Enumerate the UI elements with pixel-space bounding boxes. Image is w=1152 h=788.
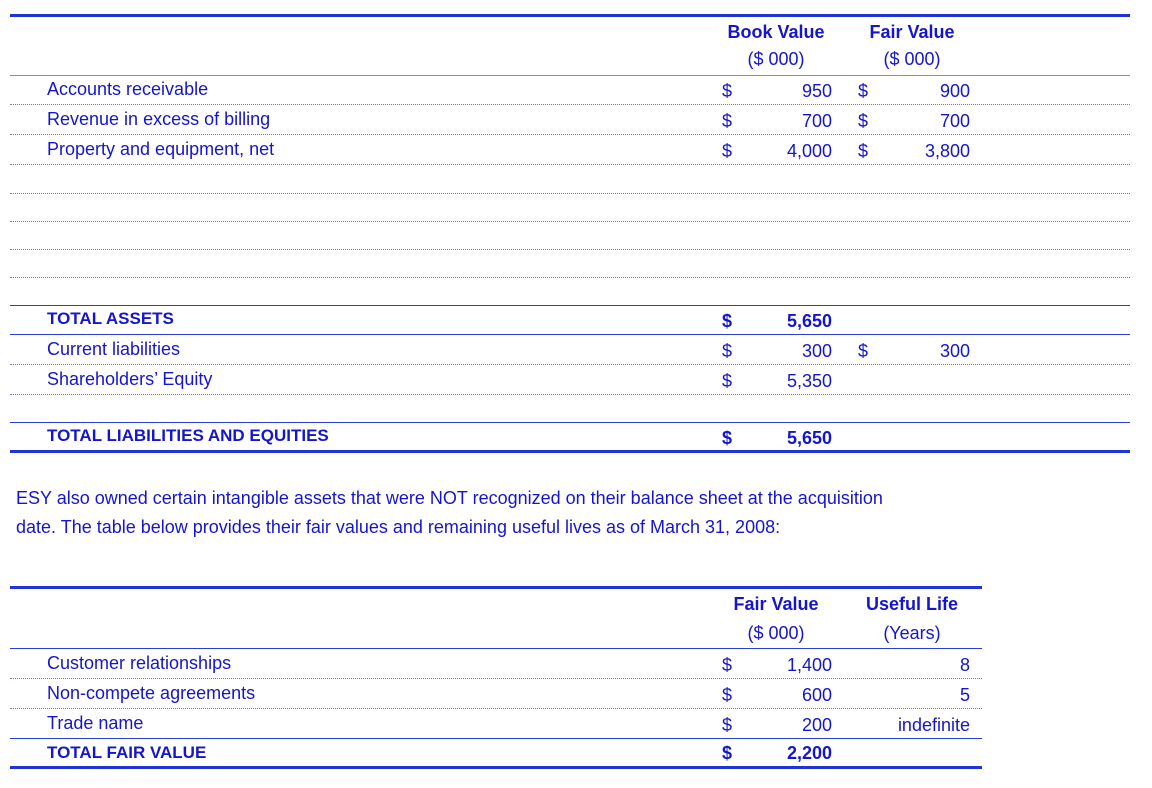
book-currency: $ xyxy=(722,81,733,101)
currency: $ xyxy=(722,655,733,675)
fair-value: 300 xyxy=(939,341,970,361)
total-assets-label: TOTAL ASSETS xyxy=(47,309,174,328)
row-label: Property and equipment, net xyxy=(47,139,275,159)
currency: $ xyxy=(722,685,733,705)
row-label: Accounts receivable xyxy=(47,79,209,99)
total-assets-value: 5,650 xyxy=(786,311,832,331)
header-life-unit: (Years) xyxy=(883,623,941,643)
useful-life: 5 xyxy=(959,685,970,705)
empty-row-divider xyxy=(10,193,1130,194)
currency: $ xyxy=(722,743,733,763)
fair-value: 200 xyxy=(801,715,832,735)
fair-currency: $ xyxy=(858,141,869,161)
total-fair-value: 2,200 xyxy=(786,743,832,763)
header-fair-unit: ($ 000) xyxy=(747,623,805,643)
row-divider xyxy=(10,678,982,679)
empty-row-divider xyxy=(10,277,1130,278)
header-book-value: Book Value xyxy=(727,22,825,42)
row-label: Shareholders’ Equity xyxy=(47,369,213,389)
header-divider xyxy=(10,75,1130,76)
currency: $ xyxy=(722,715,733,735)
total-assets-top-border xyxy=(10,305,1130,306)
fair-value: 600 xyxy=(801,685,832,705)
row-divider xyxy=(10,364,1130,365)
book-value: 700 xyxy=(801,111,832,131)
row-divider xyxy=(10,334,1130,335)
empty-row-divider xyxy=(10,249,1130,250)
table1-top-border xyxy=(10,14,1130,17)
paragraph-line: date. The table below provides their fair values and remaining useful lives as of March 31, 2008: xyxy=(16,517,781,537)
row-divider xyxy=(10,394,1130,395)
book-value: 5,350 xyxy=(786,371,832,391)
header-useful-life: Useful Life xyxy=(865,594,958,614)
book-currency: $ xyxy=(722,111,733,131)
row-label: Non-compete agreements xyxy=(47,683,256,703)
table2-bottom-border xyxy=(10,766,982,769)
table1-bottom-border xyxy=(10,450,1130,453)
row-label: Revenue in excess of billing xyxy=(47,109,271,129)
book-currency: $ xyxy=(722,341,733,361)
header-book-unit: ($ 000) xyxy=(747,49,805,69)
header-fair-unit: ($ 000) xyxy=(883,49,941,69)
fair-currency: $ xyxy=(858,341,869,361)
row-label: Current liabilities xyxy=(47,339,181,359)
row-label: Customer relationships xyxy=(47,653,232,673)
paragraph-line: ESY also owned certain intangible assets that were NOT recognized on their balance sheet at the acquisition xyxy=(16,488,883,508)
header-fair-value: Fair Value xyxy=(869,22,955,42)
total-liab-value: 5,650 xyxy=(786,428,832,448)
book-value: 4,000 xyxy=(786,141,832,161)
row-divider xyxy=(10,708,982,709)
book-value: 300 xyxy=(801,341,832,361)
header-divider xyxy=(10,648,982,649)
header-fair-value: Fair Value xyxy=(733,594,819,614)
book-currency: $ xyxy=(722,428,733,448)
row-divider xyxy=(10,134,1130,135)
useful-life: 8 xyxy=(959,655,970,675)
total-liab-label: TOTAL LIABILITIES AND EQUITIES xyxy=(47,426,329,445)
fair-value: 1,400 xyxy=(786,655,832,675)
row-label: Trade name xyxy=(47,713,144,733)
table2-top-border xyxy=(10,586,982,589)
empty-row-divider xyxy=(10,221,1130,222)
row-divider xyxy=(10,738,982,739)
total-liab-top-border xyxy=(10,422,1130,423)
book-value: 950 xyxy=(801,81,832,101)
intangibles-paragraph xyxy=(16,484,996,542)
fair-currency: $ xyxy=(858,81,869,101)
total-fair-value-label: TOTAL FAIR VALUE xyxy=(47,743,207,762)
fair-value: 700 xyxy=(939,111,970,131)
fair-currency: $ xyxy=(858,111,869,131)
book-currency: $ xyxy=(722,371,733,391)
book-currency: $ xyxy=(722,311,733,331)
row-divider xyxy=(10,104,1130,105)
book-currency: $ xyxy=(722,141,733,161)
useful-life: indefinite xyxy=(897,715,970,735)
fair-value: 900 xyxy=(939,81,970,101)
fair-value: 3,800 xyxy=(924,141,970,161)
row-divider xyxy=(10,164,1130,165)
